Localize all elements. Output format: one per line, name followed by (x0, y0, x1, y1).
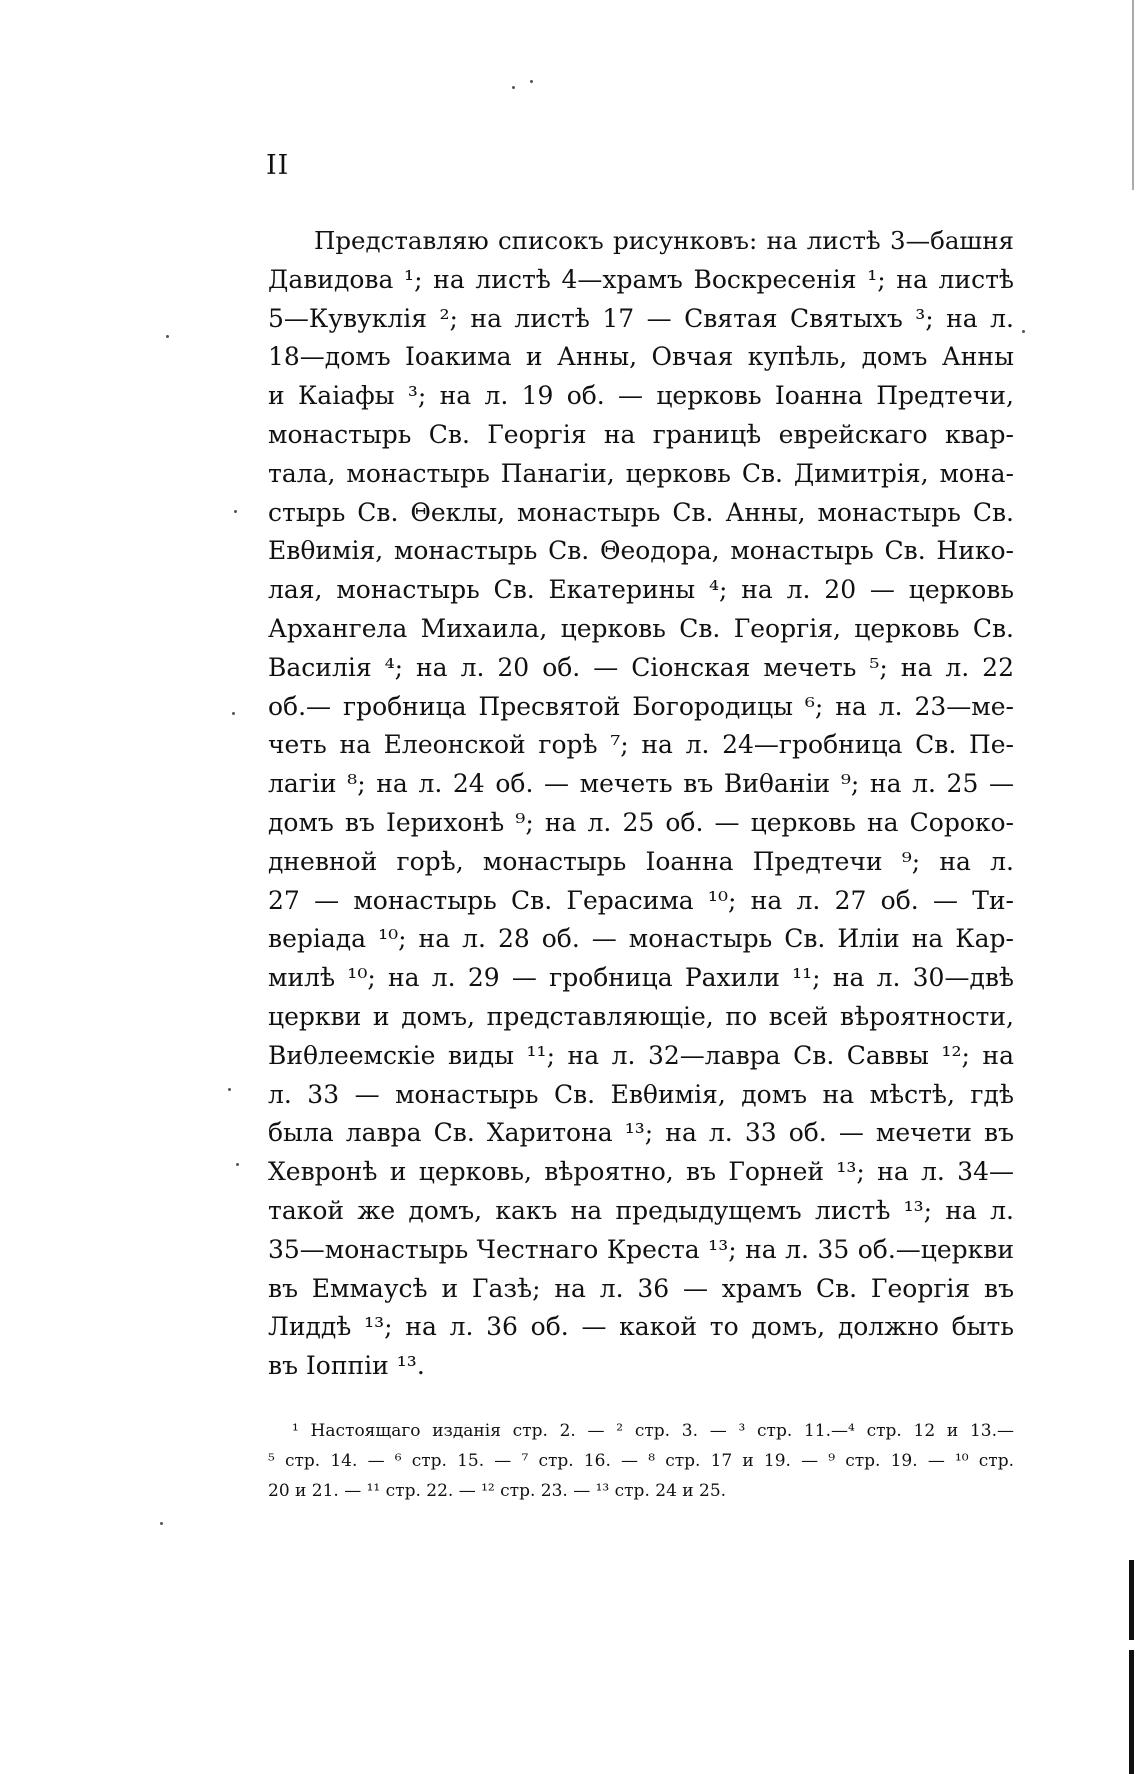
page-number: II (266, 150, 290, 181)
footnote-line: ⁵ стр. 14. — ⁶ стр. 15. — ⁷ стр. 16. — ⁸ стр. 17 и 19. — ⁹ стр. 19. — ¹⁰ стр. (268, 1451, 1014, 1471)
body-line: Представляю списокъ рисунковъ: на листѣ 3—башня (314, 226, 1014, 255)
body-line: и Каіафы ³; на л. 19 об. — церковь Іоанна Предтечи, (268, 381, 1014, 411)
body-line: 35—монастырь Честнаго Креста ¹³; на л. 35 об.—церкви (268, 1234, 1014, 1264)
body-text (268, 222, 1014, 1386)
body-line: 27 — монастырь Св. Герасима ¹⁰; на л. 27 об. — Ти- (268, 885, 1014, 915)
body-line: такой же домъ, какъ на предыдущемъ листѣ ¹³; на л. (268, 1195, 1014, 1225)
scan-speck (232, 712, 235, 715)
body-line: Евθимія, монастырь Св. Θеодора, монастырь Св. Нико- (268, 536, 1014, 566)
scan-speck (234, 510, 237, 513)
body-line: лая, монастырь Св. Екатерины ⁴; на л. 20 — церковь (268, 575, 1014, 605)
footnotes (268, 1416, 1014, 1506)
scan-speck (236, 1163, 239, 1166)
scan-speck (1022, 330, 1025, 333)
body-line: веріада ¹⁰; на л. 28 об. — монастырь Св. Иліи на Кар- (268, 924, 1014, 954)
body-line: л. 33 — монастырь Св. Евθимія, домъ на мѣстѣ, гдѣ (268, 1079, 1014, 1109)
body-line: тала, монастырь Панагіи, церковь Св. Димитрія, мона- (268, 458, 1014, 488)
scan-edge-mark (1129, 1560, 1134, 1640)
body-line: монастырь Св. Георгія на границѣ еврейскаго квар- (268, 419, 1014, 449)
body-line: Лиддѣ ¹³; на л. 36 об. — какой то домъ, должно быть (268, 1312, 1014, 1342)
body-line: въ Еммаусѣ и Газѣ; на л. 36 — храмъ Св. Георгія въ (268, 1273, 1014, 1303)
body-line: домъ въ Іерихонѣ ⁹; на л. 25 об. — церковь на Сороко- (268, 807, 1014, 837)
scan-edge-mark (1129, 1650, 1134, 1774)
body-line: милѣ ¹⁰; на л. 29 — гробница Рахили ¹¹; на л. 30—двѣ (268, 963, 1014, 993)
body-line: дневной горѣ, монастырь Іоанна Предтечи ⁹; на л. (268, 846, 1014, 876)
scan-speck (160, 1522, 163, 1525)
body-line: Хевронѣ и церковь, вѣроятно, въ Горней ¹³; на л. 34— (268, 1157, 1014, 1187)
body-line: Виθлеемскіе виды ¹¹; на л. 32—лавра Св. Саввы ¹²; на (268, 1040, 1014, 1070)
body-line: церкви и домъ, представляющіе, по всей вѣроятности, (268, 1001, 1014, 1031)
body-line: Давидова ¹; на листѣ 4—храмъ Воскресенія ¹; на листѣ (268, 264, 1014, 294)
body-line: об.— гробница Пресвятой Богородицы ⁶; на л. 23—ме- (268, 691, 1014, 721)
body-line: была лавра Св. Харитона ¹³; на л. 33 об. — мечети въ (268, 1118, 1014, 1148)
body-line: Архангела Михаила, церковь Св. Георгія, церковь Св. (268, 613, 1014, 643)
body-line-last: въ Іоппіи ¹³. (268, 1351, 425, 1381)
body-line: четь на Елеонской горѣ ⁷; на л. 24—гробница Св. Пе- (268, 730, 1014, 760)
scan-speck (228, 1088, 231, 1091)
scan-edge-mark (1132, 0, 1134, 190)
body-line: лагіи ⁸; на л. 24 об. — мечеть въ Виθаніи ⁹; на л. 25 — (268, 769, 1014, 799)
scan-speck (166, 335, 169, 338)
body-line: 18—домъ Іоакима и Анны, Овчая купѣль, домъ Анны (268, 342, 1014, 372)
body-line: 5—Кувуклія ²; на листѣ 17 — Святая Святыхъ ³; на л. (268, 303, 1014, 333)
footnote-line: ¹ Настоящаго изданія стр. 2. — ² стр. 3. — ³ стр. 11.—⁴ стр. 12 и 13.— (292, 1421, 1014, 1441)
body-line: стырь Св. Θеклы, монастырь Св. Анны, монастырь Св. (268, 497, 1014, 527)
scan-speck (530, 80, 533, 83)
body-line: Василія ⁴; на л. 20 об. — Сіонская мечеть ⁵; на л. 22 (268, 652, 1014, 682)
footnote-line: 20 и 21. — ¹¹ стр. 22. — ¹² стр. 23. — ¹³ стр. 24 и 25. (268, 1481, 727, 1501)
scan-speck (512, 86, 515, 89)
